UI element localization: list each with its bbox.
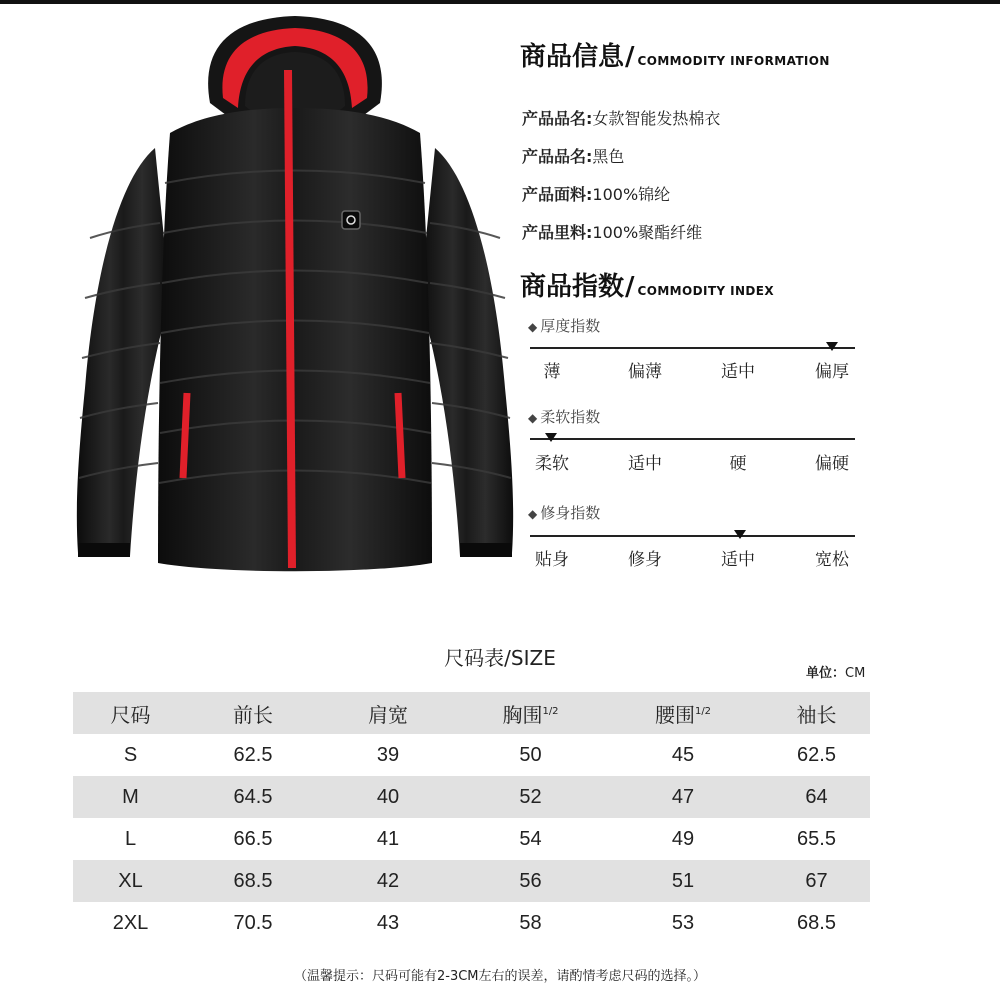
softness-scale-line	[530, 438, 855, 440]
top-border-line	[0, 0, 1000, 4]
table-cell: 68.5	[233, 869, 273, 892]
info-key: 产品品名:	[522, 109, 593, 128]
header-cell-text: 胸围	[502, 702, 543, 727]
table-cell: 68.5	[797, 911, 836, 934]
table-cell: 62.5	[797, 743, 836, 766]
commodity-info-title-zh: 商品信息	[520, 42, 625, 72]
table-cell: 43	[376, 911, 400, 934]
table-cell: 64	[805, 785, 828, 808]
fit-index-label	[528, 502, 600, 523]
diamond-bullet-icon: ◆	[528, 507, 538, 521]
softness-option: 硬	[729, 454, 747, 474]
thickness-index-label	[528, 315, 600, 336]
info-key: 产品品名:	[522, 147, 593, 166]
table-cell: 66.5	[233, 827, 273, 850]
info-row-name	[522, 106, 720, 129]
fit-option: 修身	[628, 550, 662, 570]
table-cell: 56	[519, 869, 542, 892]
table-cell: S	[123, 743, 138, 766]
table-cell: 53	[671, 911, 695, 934]
info-value: 女款智能发热棉衣	[592, 109, 721, 128]
thickness-scale-line	[530, 347, 855, 349]
header-cell: 前长	[233, 702, 273, 727]
softness-option: 偏硬	[815, 454, 849, 474]
table-row	[73, 860, 870, 902]
unit-label-value: CM	[845, 666, 866, 681]
fit-marker-icon	[734, 530, 746, 539]
softness-marker-icon	[545, 433, 557, 442]
info-key: 产品面料:	[522, 185, 593, 204]
thickness-option: 偏薄	[628, 362, 662, 382]
table-row	[73, 734, 870, 776]
info-value: 100%聚酯纤维	[592, 223, 703, 242]
index-label-text: 厚度指数	[540, 317, 601, 335]
info-key: 产品里料:	[522, 223, 593, 242]
table-cell: M	[122, 785, 139, 808]
half-mark: 1/2	[694, 705, 712, 717]
commodity-index-title-en: COMMODITY INDEX	[637, 284, 775, 298]
table-cell: 47	[671, 785, 695, 808]
header-cell	[458, 692, 603, 734]
table-cell: 50	[519, 743, 542, 766]
header-cell: 肩宽	[368, 702, 408, 727]
table-header-row	[73, 692, 870, 734]
diamond-bullet-icon: ◆	[528, 320, 538, 334]
thickness-option: 适中	[721, 362, 755, 382]
table-cell: 64.5	[233, 785, 273, 808]
commodity-index-title-zh: 商品指数	[520, 272, 625, 302]
header-cell-text: 腰围	[654, 702, 695, 727]
size-tip-footnote: （温馨提示：尺码可能有2-3CM左右的误差，请酌情考虑尺码的选择。）	[293, 969, 707, 984]
softness-index-label	[528, 406, 600, 427]
thickness-option: 薄	[543, 362, 561, 382]
table-cell: 41	[376, 827, 400, 850]
unit-label-key: 单位：	[806, 666, 846, 681]
table-cell: XL	[118, 869, 143, 892]
heading-slash: /	[625, 42, 635, 72]
softness-option: 适中	[628, 454, 662, 474]
fit-option: 宽松	[815, 550, 849, 570]
table-cell: 65.5	[797, 827, 836, 850]
table-cell: 49	[671, 827, 695, 850]
table-cell: 39	[376, 743, 400, 766]
info-row-lining	[522, 220, 702, 243]
fit-option: 贴身	[535, 550, 569, 570]
half-mark: 1/2	[542, 705, 559, 717]
index-label-text: 修身指数	[540, 504, 601, 522]
info-value: 100%锦纶	[592, 185, 671, 204]
commodity-info-heading	[520, 36, 830, 73]
heading-slash: /	[625, 272, 635, 302]
header-cell: 袖长	[796, 702, 837, 727]
table-cell: 52	[519, 785, 542, 808]
table-cell: 62.5	[233, 743, 273, 766]
table-cell: 67	[805, 869, 828, 892]
table-cell: 70.5	[233, 911, 273, 934]
diamond-bullet-icon: ◆	[528, 411, 538, 425]
jacket-product-image	[60, 8, 530, 588]
header-cell: 尺码	[110, 702, 151, 727]
table-row	[73, 818, 870, 860]
table-cell: 58	[519, 911, 542, 934]
table-cell: 2XL	[112, 911, 149, 934]
table-cell: 42	[376, 869, 400, 892]
thickness-marker-icon	[826, 342, 838, 351]
table-cell: 40	[376, 785, 400, 808]
thickness-option: 偏厚	[815, 362, 849, 382]
table-cell: 54	[519, 827, 542, 850]
table-row	[73, 902, 870, 944]
unit-label	[806, 662, 865, 681]
table-cell: L	[124, 827, 137, 850]
fit-option: 适中	[721, 550, 755, 570]
size-chart-title: 尺码表/SIZE	[444, 646, 556, 670]
index-label-text: 柔软指数	[540, 408, 601, 426]
table-cell: 51	[671, 869, 695, 892]
size-table	[73, 692, 870, 944]
commodity-info-title-en: COMMODITY INFORMATION	[637, 54, 830, 68]
info-row-fabric	[522, 182, 670, 205]
info-row-color	[522, 144, 624, 167]
info-value: 黑色	[592, 147, 625, 166]
fit-scale-line	[530, 535, 855, 537]
commodity-index-heading	[520, 266, 774, 303]
softness-option: 柔软	[535, 454, 569, 474]
table-cell: 45	[671, 743, 695, 766]
table-row	[73, 776, 870, 818]
header-cell	[603, 692, 763, 734]
